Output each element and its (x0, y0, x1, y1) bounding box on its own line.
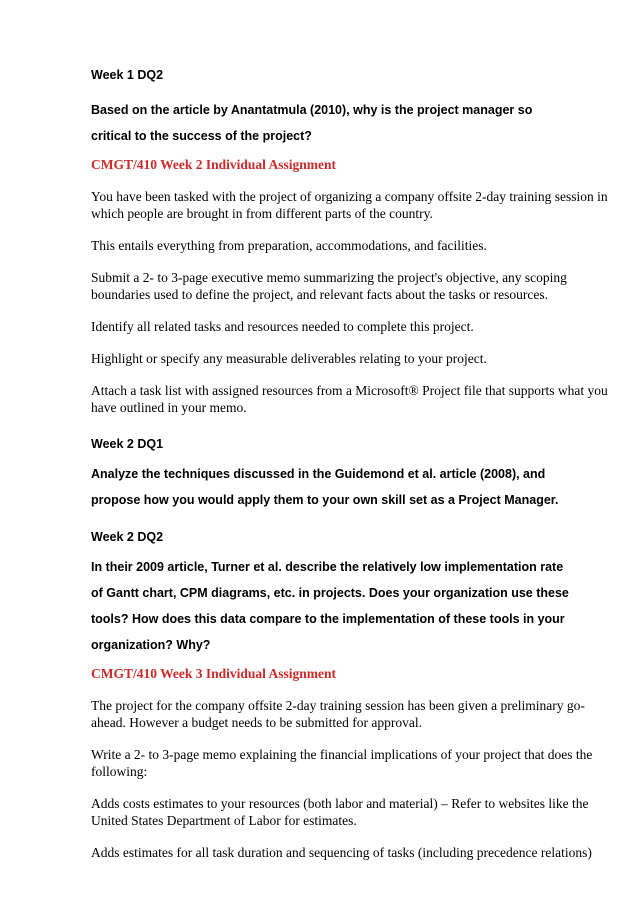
week2-dq1-question (91, 461, 591, 513)
paragraph-line: Submit a 2- to 3-page executive memo summarizing the project's objective, any scoping (91, 270, 567, 285)
document-page (91, 62, 608, 876)
paragraph-line: Attach a task list with assigned resources from a Microsoft® Project file that supports what you (91, 383, 608, 398)
paragraph-line: ahead. However a budget needs to be submitted for approval. (91, 715, 423, 730)
paragraph-line: The project for the company offsite 2-day training session has been given a preliminary go- (91, 698, 585, 713)
week1-dq2-heading: Week 1 DQ2 (91, 68, 164, 82)
paragraph-line: You have been tasked with the project of organizing a company offsite 2-day training session in (91, 189, 608, 204)
week2-dq1-heading: Week 2 DQ1 (91, 437, 164, 451)
paragraph (91, 269, 591, 303)
paragraph (91, 697, 591, 731)
week2-dq2-heading: Week 2 DQ2 (91, 530, 164, 544)
paragraph-line: Adds estimates for all task duration and sequencing of tasks (including precedence relations) (91, 845, 592, 860)
question-line: tools? How does this data compare to the implementation of these tools in your (91, 612, 565, 626)
paragraph-line: Highlight or specify any measurable deliverables relating to your project. (91, 351, 487, 366)
paragraph-line: Identify all related tasks and resources needed to complete this project. (91, 319, 474, 334)
paragraph-line: This entails everything from preparation, accommodations, and facilities. (91, 238, 487, 253)
question-line: organization? Why? (91, 638, 211, 652)
paragraph (91, 746, 591, 780)
week3-assignment-title: CMGT/410 Week 3 Individual Assignment (91, 666, 337, 681)
paragraph (91, 237, 591, 254)
paragraph-line: Write a 2- to 3-page memo explaining the financial implications of your project that does the (91, 747, 593, 762)
question-line: In their 2009 article, Turner et al. describe the relatively low implementation rate (91, 560, 564, 574)
paragraph-line: boundaries used to define the project, and relevant facts about the tasks or resources. (91, 287, 548, 302)
paragraph (91, 844, 591, 861)
week2-dq2-question (91, 554, 591, 658)
paragraph (91, 188, 608, 222)
paragraph-line: which people are brought in from different parts of the country. (91, 206, 433, 221)
paragraph-line: Adds costs estimates to your resources (both labor and material) – Refer to websites like the (91, 796, 589, 811)
paragraph-line: have outlined in your memo. (91, 400, 247, 415)
paragraph-line: following: (91, 764, 148, 779)
week2-assignment-title: CMGT/410 Week 2 Individual Assignment (91, 157, 337, 172)
week1-dq2-question (91, 97, 591, 149)
paragraph (91, 795, 591, 829)
question-line: Based on the article by Anantatmula (2010), why is the project manager so (91, 103, 533, 117)
paragraph (91, 350, 591, 367)
question-line: critical to the success of the project? (91, 129, 312, 143)
paragraph (91, 318, 591, 335)
question-line: propose how you would apply them to your own skill set as a Project Manager. (91, 493, 559, 507)
paragraph (91, 382, 608, 416)
paragraph-line: United States Department of Labor for estimates. (91, 813, 357, 828)
question-line: of Gantt chart, CPM diagrams, etc. in projects. Does your organization use these (91, 586, 569, 600)
question-line: Analyze the techniques discussed in the Guidemond et al. article (2008), and (91, 467, 546, 481)
